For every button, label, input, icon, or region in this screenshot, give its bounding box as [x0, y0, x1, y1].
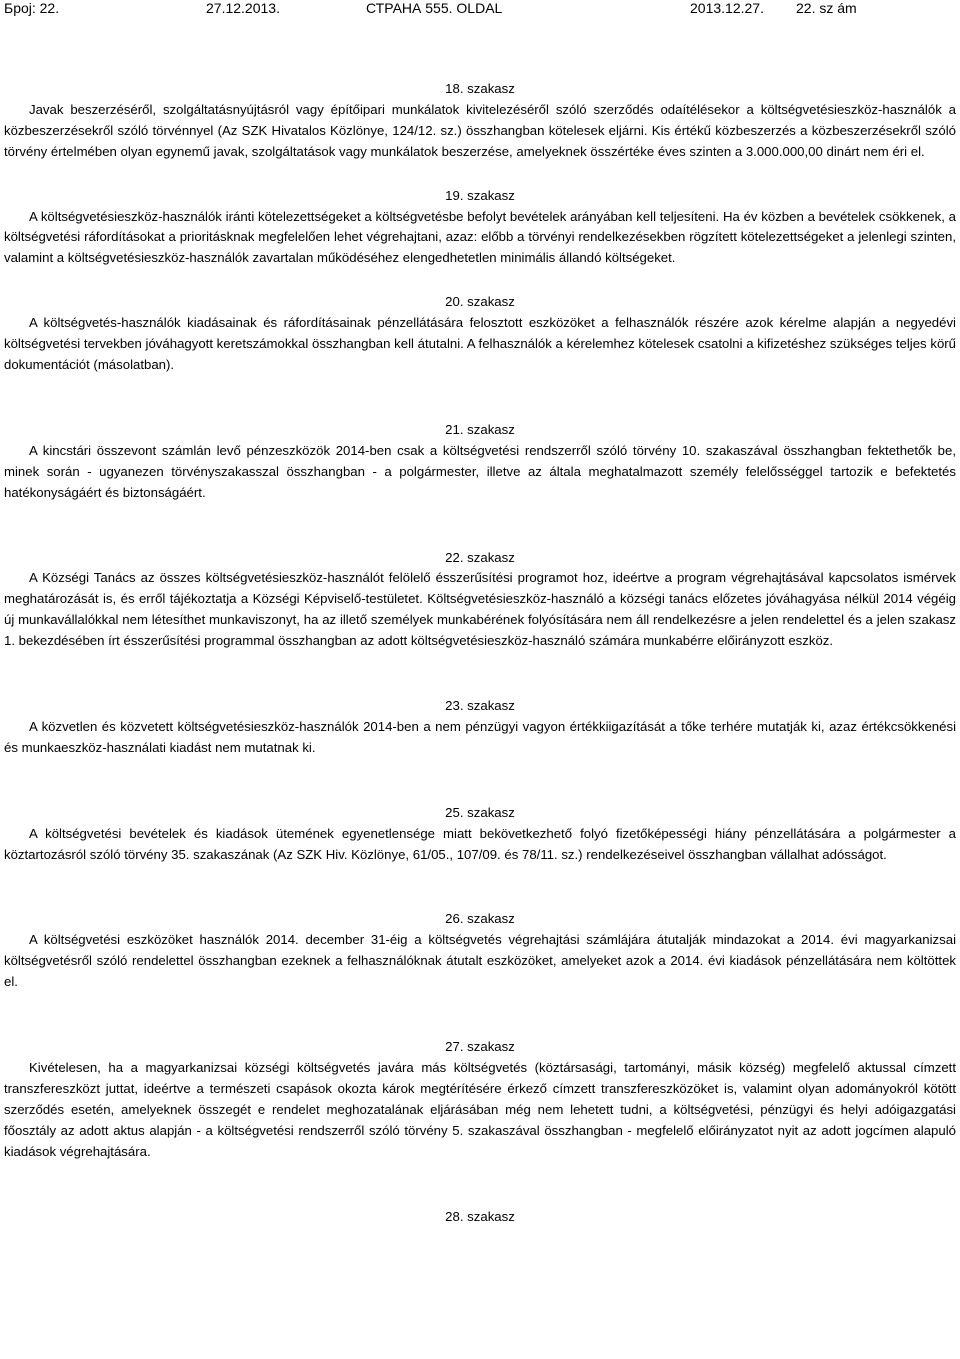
section-text: A Községi Tanács az összes költségvetésieszköz-használót felölelő ésszerűsítési programot hoz, ideértve a program végrehajtásával kapcsolatos ismérvek meghatározását is, és erről tájékoztatja a Községi Képviselő-testületet. Költségvetésieszköz-használó a községi tanács előzetes jóváhagyása nélkül 2014 végéig új munkavállalókkal nem létesíthet munkaviszonyt, ha az illető személyek munkabérének folyósítására nem áll rendelkezésre a jelen rendelettel és a jelen szakasz 1. bekezdésében írt ésszerűsítési programmal összhangban az adott költségvetésieszköz-használó számára munkabérre előirányzott eszköz. — [4, 570, 956, 649]
section-title: 22. szakasz — [445, 549, 515, 565]
section-27 — [4, 1037, 956, 1162]
section-text: A költségvetési bevételek és kiadások ütemének egyenetlensége miatt bekövetkezhető folyó fizetőképességi hiány pénzellátására a polgármester a köztartozásról szóló törvény 35. szakaszának (Az SZK Hiv. Közlönye, 61/05., 107/09. és 78/11. sz.) rendelkezéseivel összhangban vállalhat adósságot. — [4, 825, 956, 862]
section-title: 18. szakasz — [445, 81, 515, 96]
section-text: Javak beszerzéséről, szolgáltatásnyújtásról vagy építőipari munkálatok kivitelezéséről szóló szerződés odaítélésekor a költségvetésieszköz-használók a közbeszerzésekről szóló törvénnyel (Az SZK Hivatalos Közlönye, 124/12. sz.) összhangban kötelesek eljárni. Kis értékű közbeszerzés a közbeszerzésekről szóló törvény értelmében olyan egynemű javak, szolgáltatások vagy munkálatok beszerzése, amelyeknek összértéke éves szinten a 3.000.000,00 dinárt nem éri el. — [4, 101, 956, 159]
section-text: Kivételesen, ha a magyarkanizsai községi költségvetés javára más költségvetés (köztársasági, tartományi, másik község) megfelelő aktussal címzett transzfereszközt juttat, ideértve a természeti csapások okozta károk megtérítésére érkező címzett transzfereszközöket is, valamint olyan adományokról kötött szerződés esetén, amelyeknek összegét e rendelet meghozatalának eljárásában még nem lehetett tudni, a költségvetési, pénzügyi és helyi adóigazgatási főosztály az adott aktus alapján - a költségvetési rendszerről szóló törvény 5. szakaszával összhangban - megfelelő előirányzatot nyit az adott jogcímen alapuló kiadások végrehajtására. — [4, 1060, 956, 1159]
section-title: 26. szakasz — [445, 911, 515, 927]
section-text: A közvetlen és közvetett költségvetésieszköz-használók 2014-ben a nem pénzügyi vagyon értékkiigazítását a tőke terhére mutatják ki, azaz értékcsökkenési és munkaeszköz-használati kiadást nem mutatnak ki. — [4, 718, 956, 755]
section-21 — [4, 420, 956, 504]
document-body — [4, 79, 956, 1227]
section-19 — [4, 186, 956, 270]
section-text: A kincstári összevont számlán levő pénzeszközök 2014-ben csak a költségvetési rendszerről szóló törvény 10. szakaszával összhangban fektethetők be, minek során - ugyanezen törvényszakasszal összhangban - a polgármester, illetve az általa meghatalmazott személy felelősséggel tartozik e befektetés hatékonyságáért és biztonságáért. — [4, 442, 956, 500]
section-title: 23. szakasz — [445, 698, 515, 714]
section-28 — [4, 1207, 956, 1228]
page-header — [0, 0, 960, 20]
section-25 — [4, 803, 956, 866]
section-text: A költségvetés-használók kiadásainak és ráfordításainak pénzellátására felosztott eszközöket a felhasználók részére azok kérelme alapján a negyedévi költségvetési tervekben jóváhagyott keretszámokkal összhangban kell átutalni. A felhasználók a kérelemhez kötelesek csatolni a kifizetéshez szükséges teljes körű dokumentációt (másolatban). — [4, 315, 956, 372]
section-title: 19. szakasz — [445, 187, 515, 203]
issue-number: Број: 22. — [4, 0, 60, 16]
section-title: 20. szakasz — [445, 294, 515, 310]
issue-date-hungarian: 2013.12.27. — [690, 0, 764, 16]
section-text: A költségvetésieszköz-használók iránti kötelezettségeket a költségvetésbe befolyt bevételek arányában kell teljesíteni. Ha év közben a bevételek csökkenek, a költségvetési ráfordításokat a prioritásknak megfelelően lehet végrehajtani, azaz: előbb a törvényi rendelkezésekben rögzített kötelezettségeket a jelenlegi szinten, valamint a költségvetésieszköz-használók zavartalan működéséhez elengedhetetlen minimális állandó költségeket. — [4, 208, 956, 266]
section-26 — [4, 909, 956, 993]
section-title: 21. szakasz — [445, 421, 515, 437]
section-18 — [4, 79, 956, 163]
section-title: 25. szakasz — [445, 804, 515, 820]
issue-number-hungarian: 22. sz ám — [796, 0, 857, 16]
page-number: СТРАНА 555. OLDAL — [366, 0, 503, 16]
section-title: 27. szakasz — [445, 1039, 515, 1055]
section-22 — [4, 548, 956, 653]
section-23 — [4, 696, 956, 759]
section-20 — [4, 292, 956, 376]
section-text: A költségvetési eszközöket használók 2014. december 31-éig a költségvetés végrehajtási számlájára átutalják mindazokat a 2014. évi magyarkanizsai költségvetésről szóló rendelettel összhangban ezeknek a felhasználóknak átutalt eszközöket, amelyeket azok a 2014. évi kiadások pénzellátására nem költöttek el. — [4, 932, 956, 990]
issue-date-cyrillic: 27.12.2013. — [206, 0, 280, 16]
section-title: 28. szakasz — [445, 1208, 515, 1224]
